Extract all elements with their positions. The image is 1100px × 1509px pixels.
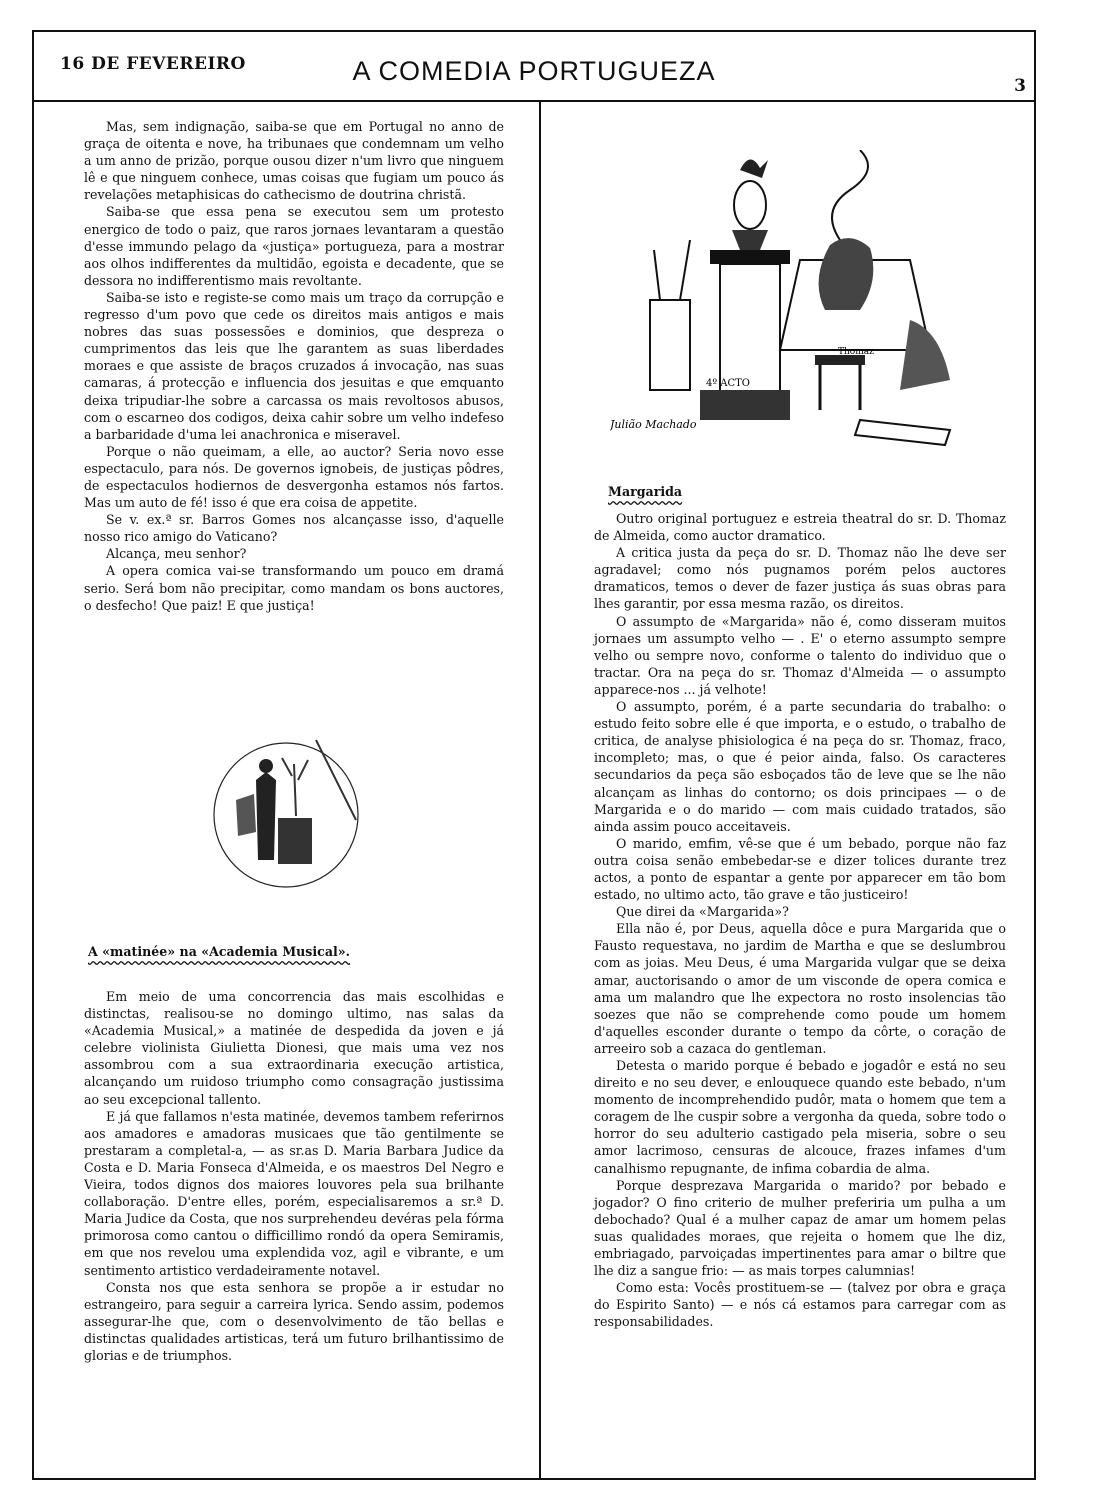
paragraph: Consta nos que esta senhora se propõe a ir estudar no estrangeiro, para seguir a carreira lyrica. Sendo assim, podemos assegurar-lhe que, com o desenvolvimento de tão bellas e distinctas qualidades artisticas, terá um futuro brilhantissimo de glorias e de triumphos. <box>84 1279 504 1363</box>
diagonal-stroke <box>316 740 356 820</box>
paragraph: O assumpto de «Margarida» não é, como disseram muitos jornaes um assumpto velho — . E' o eterno assumpto sempre velho ou sempre novo, conforme o talento do individuo que o tractar. Ora na peça do sr. Thomaz d'Almeida — o assumpto apparece-nos ... já velhote! <box>594 613 1006 697</box>
plant-stems <box>282 758 308 816</box>
bust-head <box>734 181 766 229</box>
scroll <box>855 420 950 445</box>
paragraph: Mas, sem indignação, saiba-se que em Portugal no anno de graça de oitenta e nove, ha tribunaes que condemnam um velho a um anno de prizão, porque ousou dizer n'um livro que ninguem lê e que ninguem conhece, umas coisas que fugiam um pouco ás revelações metaphisicas do cathecismo de doutrina christã. <box>84 119 504 203</box>
paragraph: O assumpto, porém, é a parte secundaria do trabalho: o estudo feito sobre elle é que importa, e o estudo, o trabalho de critica, de analyse phisiologica é na peça do sr. Thomaz, fraco, incompleto; mas, o que é peior ainda, falso. Os caracteres secundarios da peça são esboçados tão de leve que se lhe não alcançam as linhas do contorno; os dois principaes — o de Margarida e o do marido — com mais cuidado tratados, são ainda assim pouco acceitaveis. <box>594 699 1006 834</box>
page-number: 3 <box>1014 76 1026 96</box>
paragraph: O marido, emfim, vê-se que é um bebado, porque não faz outra coisa senão embebedar-se e dizer tolices durante trez actos, a ponto de espantar a gente por apparecer em tão bom estado, no ultimo acto, tão grave e tão justiceiro! <box>594 835 1006 903</box>
smoke-swirl <box>832 150 868 240</box>
margarida-heading: Margarida <box>608 484 683 499</box>
matinee-article <box>84 988 504 1364</box>
paragraph: Em meio de uma concorrencia das mais escolhidas e distinctas, realisou-se no domingo ultimo, nas salas da «Academia Musical,» a matinée de despedida da joven e já celebre violinista Giulietta Dionesi, que mais uma vez nos assombrou com a sua extraordinaria execução artistica, alcançando um ruidoso triumpho como consagração justissima ao seu excepcional tallento. <box>84 989 504 1107</box>
artist-signature: Julião Machado <box>610 418 697 431</box>
paragraph: Porque desprezava Margarida o marido? por bebado e jogador? O fino criterio de mulher preferiria um pulha a um debochado? Qual é a mulher capaz de amar um homem pelas suas qualidades moraes, que rejeita o homem que lhe diz, embriagado, parvoiçadas impertinentes para amar o biltre que lhe diz a sangue frio: — as mais torpes calumnias! <box>594 1177 1006 1279</box>
seated-woman-figure <box>256 772 276 860</box>
page-header <box>32 30 1036 102</box>
book-label-act: 4º ACTO <box>706 378 750 389</box>
paragraph: Como esta: Vocês prostituem-se — (talvez por obra e graça do Espirito Santo) — e nós cá estamos para carregar com as responsabilidades. <box>594 1280 1006 1330</box>
writer-figure <box>819 238 874 310</box>
cartoon-illustration <box>610 150 965 450</box>
paragraph: Detesta o marido porque é bebado e jogadôr e está no seu direito e no seu dever, e enlouquece quando este bebado, n'um momento de incomprehendido pudôr, mata o homem que tem a coragem de lhe cuspir sobre a vergonha da queda, sobre todo o horror do seu adulterio castigado pela miseria, sobre o seu amor lacrimoso, censuras de alcouce, frazes infames d'um canalhismo repugnante, de infima cobardia de alma. <box>594 1058 1006 1176</box>
header-title: A COMEDIA PORTUGUEZA <box>352 56 716 86</box>
book-label-author: Thomaz <box>838 347 874 357</box>
paragraph: Outro original portuguez e estreia theatral do sr. D. Thomaz de Almeida, como auctor dramatico. <box>594 511 1006 544</box>
paragraph: A critica justa da peça do sr. D. Thomaz não lhe deve ser agradavel; como nós pugnamos porém pelos auctores dramaticos, temos o dever de fazer justiça ás suas obras para lhes garantir, por essa mesma razão, os direitos. <box>594 545 1006 612</box>
column-divider <box>539 102 541 1480</box>
umbrella <box>680 240 690 300</box>
vignette-illustration <box>196 720 376 900</box>
woman-head <box>259 759 273 773</box>
fan-shape <box>236 794 256 836</box>
paragraph: Que direi da «Margarida»? <box>616 904 789 920</box>
paragraph: E já que fallamos n'esta matinée, devemos tambem referirnos aos amadores e amadoras musicaes que tão gentilmente se prestaram a completal-a, — as sr.as D. Maria Barbara Judice da Costa e D. Maria Fonseca d'Almeida, e os maestros Del Negro e Vieira, todos dignos dos maiores louvores pela sua brilhante collaboração. D'entre elles, porém, especialisaremos a sr.ª D. Maria Judice da Costa, que nos surprehendeu devéras pela fórma primorosa como cantou o difficillimo rondó da opera Semiramis, em que nos revelou uma explendida voz, agil e vibrante, e um sentimento artistico verdadeiramente notavel. <box>84 1108 504 1278</box>
margarida-article <box>594 510 1006 1331</box>
paragraph: Saiba-se que essa pena se executou sem um protesto energico de todo o paiz, que raros jornaes levantaram a questão d'esse immundo pelago da «justiça» portugueza, para a mostrar aos olhos indifferentes da multidão, egoista e decadente, que se dessora no indifferentismo mais revoltante. <box>84 204 504 288</box>
bust-crown <box>740 159 768 178</box>
paragraph: Ella não é, por Deus, aquella dôce e pura Margarida que o Fausto requestava, no jardim de Martha e que se deslumbrou com as joias. Meu Deus, é uma Margarida vulgar que se deixa amar, auctorisando o amor de um visconde de opera comica e ama um malandro que lhe expectora no rosto insolencias tão soezes que não se comprehende como poude um homem d'aquelles esconder durante o tempo da côrte, o coração de arreeiro sob a cazaca do gentleman. <box>594 921 1006 1056</box>
matinee-heading: A «matinée» na «Academia Musical». <box>88 944 351 959</box>
paragraph: A opera comica vai-se transformando um pouco em dramá serio. Será bom não precipitar, como mandam os bons auctores, o desfecho! Que paiz! E que justiça! <box>84 563 504 613</box>
bust-base <box>732 230 768 250</box>
header-date: 16 DE FEVEREIRO <box>60 54 246 74</box>
paragraph: Se v. ex.ª sr. Barros Gomes nos alcançasse isso, d'aquelle nosso rico amigo do Vaticano? <box>84 512 504 545</box>
chair <box>278 818 312 864</box>
paragraph: Alcança, meu senhor? <box>106 546 247 562</box>
plant-pot <box>900 320 950 390</box>
pedestal-top <box>710 250 790 264</box>
paragraph: Porque o não queimam, a elle, ao auctor? Seria novo esse espectaculo, para nós. De governos ignobeis, de justiças pôdres, de espectaculos hodiernos de desvergonha estamos nós fartos. Mas um auto de fé! isso é que era coisa de appetite. <box>84 443 504 511</box>
book-stack <box>700 390 790 420</box>
left-column-article <box>84 118 504 614</box>
paragraph: Saiba-se isto e registe-se como mais um traço da corrupção e regresso d'um povo que cede os direitos mais antigos e mais nobres das suas possessões e dominios, que despreza o cumprimentos das leis que lhe garantem as suas liberdades moraes e que assiste de braços cruzados á invocação, nas suas camaras, á protecção e influencia dos jesuitas e que emquanto deixa tripudiar-lhe sobre a carcassa os mais revoltosos abusos, com o escarneo dos codigos, deixa cahir sobre um velho indefeso a barbaridade d'uma lei anachronica e miseravel. <box>84 289 504 442</box>
umbrella <box>654 250 660 300</box>
umbrella-stand <box>650 300 690 390</box>
